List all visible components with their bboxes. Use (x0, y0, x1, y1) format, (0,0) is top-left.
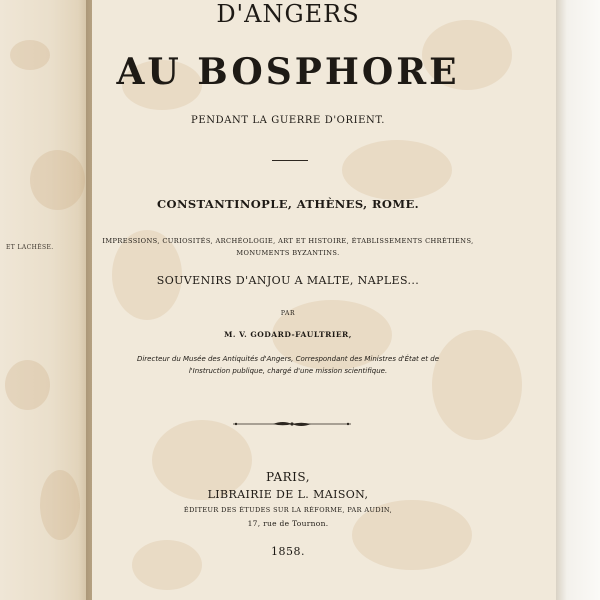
page-edge (556, 0, 600, 600)
foxing-stain (5, 360, 50, 410)
short-rule-divider (272, 160, 308, 161)
souvenirs-line: SOUVENIRS D'ANJOU A MALTE, NAPLES... (156, 274, 420, 287)
imprint-publisher: LIBRAIRIE DE L. MAISON, (207, 488, 369, 501)
imprint-year: 1858. (271, 545, 305, 558)
title-line-1: D'ANGERS (216, 0, 360, 28)
left-page-text-fragment: ET LACHÈSE. (6, 244, 54, 251)
topics-line-1: IMPRESSIONS, CURIOSITÉS, ARCHÉOLOGIE, ART ET HISTOIRE, ÉTABLISSEMENTS CHRÉTIENS, (102, 237, 474, 245)
topics-line-2: MONUMENTS BYZANTINS. (236, 249, 340, 257)
places-heading: CONSTANTINOPLE, ATHÈNES, ROME. (156, 197, 420, 211)
title-page-text (88, 0, 488, 600)
par-label: PAR (280, 310, 296, 317)
author-name: M. V. GODARD-FAULTRIER, (224, 330, 352, 339)
author-role-line-2: l'Instruction publique, chargé d'une mission scientifique. (188, 367, 388, 375)
subtitle: PENDANT LA GUERRE D'ORIENT. (191, 115, 385, 126)
topics-text (88, 235, 488, 259)
main-title: AU BOSPHORE (116, 51, 460, 93)
foxing-stain (40, 470, 80, 540)
foxing-stain (30, 150, 85, 210)
imprint-editor: ÉDITEUR DES ÉTUDES SUR LA RÉFORME, PAR AUDIN, (183, 506, 393, 514)
imprint-address: 17, rue de Tournon. (247, 519, 329, 528)
author-role-line-1: Directeur du Musée des Antiquités d'Angers, Correspondant des Ministres d'État et de (136, 355, 440, 363)
imprint-city: PARIS, (265, 470, 311, 484)
ornamental-rule (233, 419, 351, 429)
foxing-stain (10, 40, 50, 70)
author-role (88, 353, 488, 377)
left-page (0, 0, 92, 600)
